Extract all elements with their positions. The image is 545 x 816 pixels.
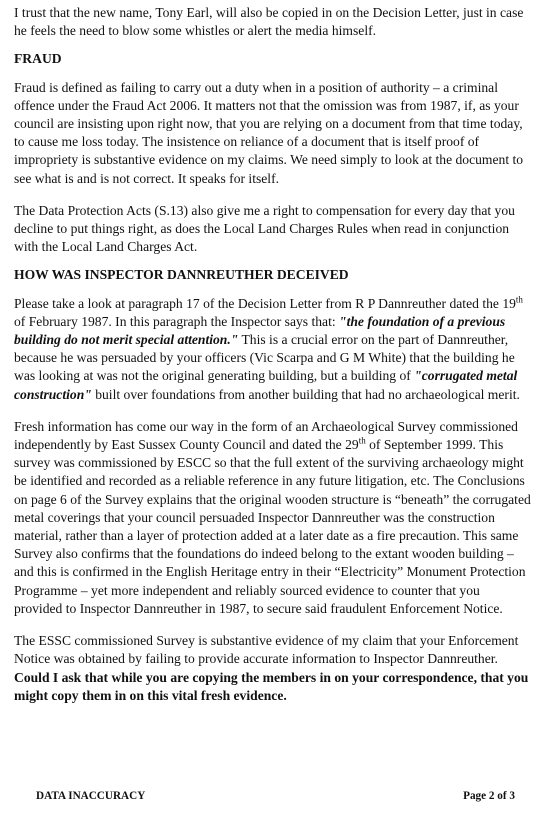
- p1-superscript: th: [515, 294, 523, 305]
- fraud-paragraph-2: The Data Protection Acts (S.13) also give me a right to compensation for every day that you decline to put things right, as does the Local Land Charges Rules when read in conjunction with the Local Land Charges Act.: [14, 202, 515, 255]
- page-number: Page 2 of 3: [463, 790, 515, 802]
- p3-text-a: The ESSC commissioned Survey is substantive evidence of my claim that your Enforcement Notice was obtained by failing to provide accurate information to Inspector Dannreuther.: [14, 633, 519, 667]
- p1-text-a: Please take a look at paragraph 17 of the Decision Letter from R P Dannreuther dated the 19: [14, 295, 516, 311]
- inspector-heading: HOW WAS INSPECTOR DANNREUTHER DECEIVED: [14, 267, 349, 283]
- p2-text-a: Fresh information has come our way in the form of an Archaeological Survey commissioned independently by East Sussex County Council and dated the 29: [14, 418, 518, 453]
- p3-text-b: Could I ask that while you are copying the members in on your correspondence, that you might copy them in on this vital fresh evidence.: [14, 669, 529, 703]
- inspector-paragraph-1: [14, 295, 531, 404]
- footer-title: DATA INACCURACY: [36, 790, 146, 802]
- p2-superscript: th: [358, 435, 366, 446]
- inspector-paragraph-2: [14, 418, 531, 618]
- p2-text-b: of September 1999. This survey was commissioned by ESCC so that the full extent of the surviving archaeology might be identified and recorded as a reliable reference in any future litigation, etc. The Conclusions on page 6 of the Survey explains that the original wooden structure is “beneath” the corrugated metal coverings that your council persuaded Inspector Dannreuther was the construction material, rather than a layer of protection added at a later date as a fire precaution. This same Survey also confirms that the foundations do indeed belong to the extant wooden building – and this is confirmed in the English Heritage entry in their “Electricity” Monument Protection Programme – yet more independent and reliably sourced evidence to counter that you provided to Inspector Dannreuther in 1987, to secure said fraudulent Enforcement Notice.: [14, 437, 531, 616]
- fraud-paragraph-1: Fraud is defined as failing to carry out a duty when in a position of authority – a criminal offence under the Fraud Act 2006. It matters not that the omission was from 1987, if, as your council are insisting upon right now, that you are relying on a document from that time today, to cause me loss today. The insistence on reliance of a document that is itself proof of impropriety is substantive evidence on my claims. We need simply to look at the document to see what is and is not correct. It speaks for itself.: [14, 79, 524, 186]
- intro-paragraph: I trust that the new name, Tony Earl, will also be copied in on the Decision Letter, just in case he feels the need to blow some whistles or alert the media himself.: [14, 5, 524, 39]
- fraud-heading: FRAUD: [14, 51, 62, 67]
- p1-text-b: of February 1987. In this paragraph the Inspector says that:: [14, 313, 340, 329]
- inspector-paragraph-3: [14, 632, 531, 705]
- p1-text-c: This is a crucial error on the part of Dannreuther, because he was persuaded by your officers (Vic Scarpa and G M White) that the building he was looking at was not the original generating building, but a building of: [14, 332, 515, 384]
- p1-text-d: built over foundations from another building that had no archaeological merit.: [91, 386, 520, 402]
- page-footer: [36, 790, 515, 802]
- p1-quote-2: "corrugated metal construction": [14, 368, 518, 402]
- p1-quote-1: "the foundation of a previous building do not merit special attention.": [14, 313, 506, 348]
